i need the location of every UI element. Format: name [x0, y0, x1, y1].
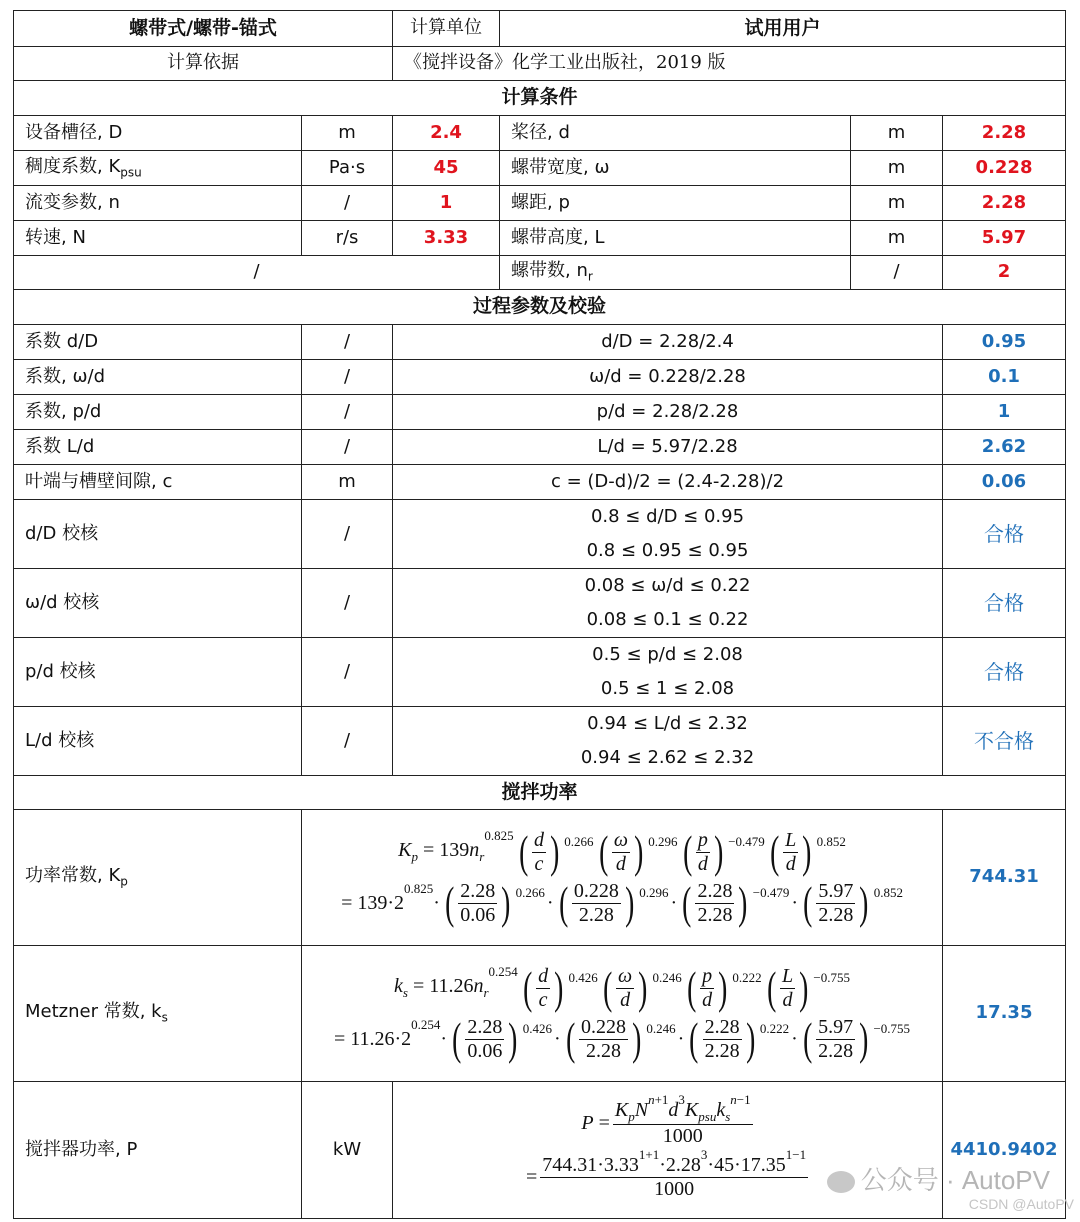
check-row: [14, 500, 1066, 569]
proc-unit: /: [302, 395, 393, 430]
section-process: 过程参数及校验: [14, 290, 1066, 325]
cond-name: 流变参数, n: [14, 186, 302, 221]
cond-name-2: 桨径, d: [500, 116, 851, 151]
cond-unit: Pa·s: [302, 151, 393, 186]
proc-name: 系数 d/D: [14, 325, 302, 360]
proc-formula: c = (D-d)/2 = (2.4-2.28)/2: [393, 465, 943, 500]
cond-unit: /: [302, 186, 393, 221]
check-formula: 0.08 ≤ ω/d ≤ 0.22 0.08 ≤ 0.1 ≤ 0.22: [393, 569, 943, 638]
cond-empty: /: [14, 256, 500, 290]
proc-name: 系数, ω/d: [14, 360, 302, 395]
proc-name: 叶端与槽壁间隙, c: [14, 465, 302, 500]
watermark-csdn: CSDN @AutoPV: [968, 1196, 1074, 1212]
cond-name: 设备槽径, D: [14, 116, 302, 151]
p-general: P = $\frac{K_pN^{n+1}d^3K_{psu}k_s^{n-1}}{1000}$: [581, 1091, 751, 1148]
p-substituted: = $\frac{744.31\cdot 3.33^{1+1}\cdot 2.28^3\cdot 45\cdot 17.35^{1-1}}{1000}$: [525, 1147, 807, 1201]
check-unit: /: [302, 569, 393, 638]
p-unit: kW: [302, 1082, 393, 1219]
check-row: [14, 569, 1066, 638]
proc-formula: ω/d = 0.228/2.28: [393, 360, 943, 395]
p-result: 4410.9402: [943, 1082, 1066, 1219]
proc-formula: p/d = 2.28/2.28: [393, 395, 943, 430]
cond-unit-2: m: [851, 221, 943, 256]
agitator-power-row: [14, 1082, 1066, 1219]
user-label: 试用用户: [500, 11, 1066, 47]
ks-substituted: = $11.26\cdot 2^{0.254}\cdot$ ( $\frac{2.28}{0.06}$ ) $^{0.426}$ · ( $\frac{0.228}{2.28}$ ) $^{0.246}$ · ( $\frac{2.28}{2.28}$ ) $^{0.222}$ · ( $\frac{5.97}{2.28}$ ) $^{-0.755}$: [333, 1013, 911, 1064]
check-result: 合格: [943, 500, 1066, 569]
process-row: [14, 465, 1066, 500]
cond-value: 2.4: [393, 116, 500, 151]
check-name: ω/d 校核: [14, 569, 302, 638]
proc-result: 1: [943, 395, 1066, 430]
condition-row: [14, 256, 1066, 290]
proc-result: 0.95: [943, 325, 1066, 360]
proc-result: 0.1: [943, 360, 1066, 395]
basis-label: 计算依据: [14, 47, 393, 81]
cond-unit-2: m: [851, 151, 943, 186]
calculation-table: [13, 10, 1066, 1219]
check-result: 合格: [943, 569, 1066, 638]
check-result: 不合格: [943, 707, 1066, 776]
condition-row: [14, 151, 1066, 186]
proc-unit: /: [302, 325, 393, 360]
proc-formula: L/d = 5.97/2.28: [393, 430, 943, 465]
cond-value-2: 2.28: [943, 186, 1066, 221]
check-name: d/D 校核: [14, 500, 302, 569]
unit-header: 计算单位: [393, 11, 500, 47]
check-formula: 0.8 ≤ d/D ≤ 0.95 0.8 ≤ 0.95 ≤ 0.95: [393, 500, 943, 569]
proc-result: 0.06: [943, 465, 1066, 500]
cond-unit: m: [302, 116, 393, 151]
proc-name: 系数 L/d: [14, 430, 302, 465]
check-unit: /: [302, 638, 393, 707]
proc-unit: /: [302, 360, 393, 395]
check-row: [14, 707, 1066, 776]
check-row: [14, 638, 1066, 707]
condition-row: [14, 116, 1066, 151]
section-power: 搅拌功率: [14, 776, 1066, 810]
p-label: 搅拌器功率, P: [14, 1082, 302, 1219]
check-unit: /: [302, 500, 393, 569]
cond-name: 稠度系数, $K_{psu}$: [14, 151, 302, 186]
kp-label: 功率常数, $K_p$: [14, 810, 302, 946]
type-label: 螺带式/螺带-锚式: [14, 11, 393, 47]
cond-value-2: 2.28: [943, 116, 1066, 151]
cond-unit-2: /: [851, 256, 943, 290]
section-conditions: 计算条件: [14, 81, 1066, 116]
condition-row: [14, 186, 1066, 221]
cond-unit-2: m: [851, 116, 943, 151]
header-row: [14, 11, 1066, 47]
process-row: [14, 360, 1066, 395]
wechat-icon: [827, 1171, 855, 1193]
ks-general: $k_s = 11.26n_r^{0.254}$ ( $\frac{d}{c}$ ) $^{0.426}$ ( $\frac{\omega}{d}$ ) $^{0.246}$ ( $\frac{p}{d}$ ) $^{0.222}$ ( $\frac{L}{d}$ ) $^{-0.755}$: [393, 962, 851, 1013]
proc-formula: d/D = 2.28/2.4: [393, 325, 943, 360]
cond-value: 3.33: [393, 221, 500, 256]
process-row: [14, 325, 1066, 360]
proc-unit: m: [302, 465, 393, 500]
ks-result: 17.35: [943, 946, 1066, 1082]
cond-value-2: 5.97: [943, 221, 1066, 256]
kp-substituted: = $139\cdot 2^{0.825}\cdot$ ( $\frac{2.28}{0.06}$ ) $^{0.266}$ · ( $\frac{0.228}{2.28}$ ) $^{0.296}$ · ( $\frac{2.28}{2.28}$ ) $^{-0.479}$ · ( $\frac{5.97}{2.28}$ ) $^{0.852}$: [341, 877, 903, 928]
check-name: L/d 校核: [14, 707, 302, 776]
ks-label: Metzner 常数, $k_s$: [14, 946, 302, 1082]
cond-name-2: 螺带高度, L: [500, 221, 851, 256]
cond-value: 45: [393, 151, 500, 186]
metzner-constant-row: [14, 946, 1066, 1082]
check-formula: 0.94 ≤ L/d ≤ 2.32 0.94 ≤ 2.62 ≤ 2.32: [393, 707, 943, 776]
check-name: p/d 校核: [14, 638, 302, 707]
condition-row: [14, 221, 1066, 256]
proc-unit: /: [302, 430, 393, 465]
basis-row: [14, 47, 1066, 81]
kp-formula: [302, 810, 943, 946]
ks-formula: [302, 946, 943, 1082]
check-formula: 0.5 ≤ p/d ≤ 2.08 0.5 ≤ 1 ≤ 2.08: [393, 638, 943, 707]
process-row: [14, 395, 1066, 430]
cond-unit-2: m: [851, 186, 943, 221]
cond-name-2: 螺距, p: [500, 186, 851, 221]
cond-value-2: 0.228: [943, 151, 1066, 186]
power-constant-row: [14, 810, 1066, 946]
basis-value: 《搅拌设备》化学工业出版社，2019 版: [393, 47, 1066, 81]
kp-general: $K_p = 139n_r^{0.825}$ ( $\frac{d}{c}$ ) $^{0.266}$ ( $\frac{\omega}{d}$ ) $^{0.296}$ ( $\frac{p}{d}$ ) $^{-0.479}$ ( $\frac{L}{d}$ ) $^{0.852}$: [398, 826, 846, 877]
check-unit: /: [302, 707, 393, 776]
proc-name: 系数, p/d: [14, 395, 302, 430]
cond-name-2: 螺带数, $n_r$: [500, 256, 851, 290]
check-result: 合格: [943, 638, 1066, 707]
kp-result: 744.31: [943, 810, 1066, 946]
watermark: 公众号 · AutoPV: [827, 1160, 1050, 1197]
proc-result: 2.62: [943, 430, 1066, 465]
cond-name-2: 螺带宽度, ω: [500, 151, 851, 186]
cond-value: 1: [393, 186, 500, 221]
cond-name: 转速, N: [14, 221, 302, 256]
cond-value-2: 2: [943, 256, 1066, 290]
p-formula: [393, 1082, 943, 1219]
cond-unit: r/s: [302, 221, 393, 256]
process-row: [14, 430, 1066, 465]
